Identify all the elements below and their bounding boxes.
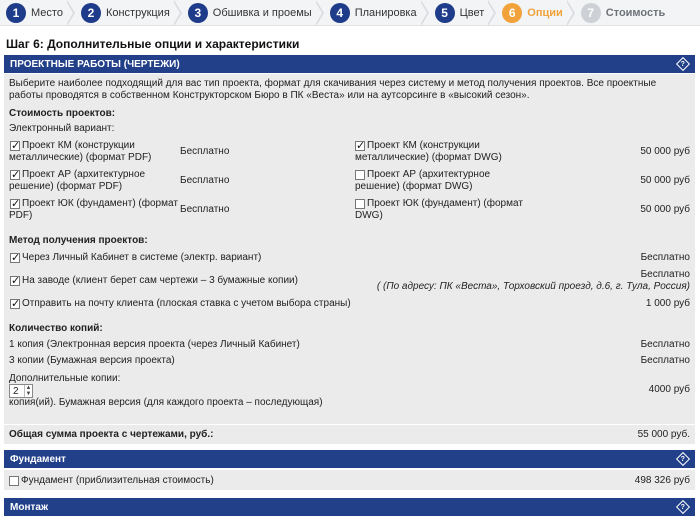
item-label-line1: Проект АР (архитектурное bbox=[367, 169, 491, 180]
item-label-line1: Проект АР (архитектурное bbox=[22, 169, 146, 180]
item-price: Бесплатно bbox=[180, 204, 230, 215]
electronic-label: Электронный вариант: bbox=[9, 123, 115, 134]
item-label-line2: DWG) bbox=[355, 210, 383, 221]
copies-title: Количество копий: bbox=[9, 323, 103, 334]
project-ar-pdf-checkbox[interactable] bbox=[10, 170, 20, 180]
page-title: Шаг 6: Дополнительные опции и характеристики bbox=[6, 37, 300, 51]
help-diamond-icon[interactable]: ? bbox=[676, 57, 690, 71]
step-label: Конструкция bbox=[105, 6, 170, 19]
total-value: 55 000 руб. bbox=[637, 429, 690, 440]
item-label-line1: Проект КМ (конструкции bbox=[367, 140, 480, 151]
extra-copies-label: Дополнительные копии: bbox=[9, 373, 121, 384]
method-address-note: ( (По адресу: ПК «Веста», Торховский проезд, д.6, г. Тула, Россия) bbox=[376, 281, 690, 292]
projects-panel-header[interactable] bbox=[4, 55, 695, 73]
panel-title: Фундамент bbox=[10, 453, 66, 465]
panel-title: Монтаж bbox=[10, 501, 49, 513]
method-label: На заводе (клиент берет сам чертежи – 3 бумажные копии) bbox=[22, 275, 298, 286]
item-label-line1: Проект ЮК (фундамент) (формат bbox=[367, 198, 523, 209]
wizard-steps bbox=[0, 0, 700, 26]
step-label: Планировка bbox=[354, 6, 417, 19]
step-arrow-icon bbox=[67, 0, 75, 26]
item-label-line1: Проект КМ (конструкции bbox=[22, 140, 135, 151]
extra-copies-stepper[interactable] bbox=[9, 384, 33, 398]
project-km-dwg-checkbox[interactable] bbox=[355, 141, 365, 151]
step-options[interactable] bbox=[502, 0, 581, 26]
project-ar-dwg-checkbox[interactable] bbox=[355, 170, 365, 180]
intro-text: Выберите наиболее подходящий для вас тип проекта, формат для скачивания через систему и метод получения проектов. Все проектные работы проводятся в собственном Конструкторском Бюро в ПК «Веста» или на аутсорсинге в «высокий сезон». bbox=[9, 78, 657, 101]
method-factory-checkbox[interactable] bbox=[10, 276, 20, 286]
step-arrow-icon bbox=[421, 0, 429, 26]
cost-title: Стоимость проектов: bbox=[9, 108, 116, 119]
step-label: Место bbox=[31, 6, 63, 19]
step-cost[interactable] bbox=[581, 0, 672, 26]
method-cabinet-checkbox[interactable] bbox=[10, 253, 20, 263]
item-price: Бесплатно bbox=[180, 175, 230, 186]
stepper-arrows-icon[interactable]: ▲ ▼ bbox=[25, 385, 32, 397]
extra-copies-desc: копия(ий). Бумажная версия (для каждого проекта – последующая) bbox=[9, 397, 323, 408]
step-number: 1 bbox=[6, 3, 26, 23]
step-number: 6 bbox=[502, 3, 522, 23]
method-label: Отправить на почту клиента (плоская ставка с учетом выбора страны) bbox=[22, 298, 351, 309]
step-number: 2 bbox=[81, 3, 101, 23]
item-label-line2: решение) (формат PDF) bbox=[9, 181, 123, 192]
method-price: 1 000 руб bbox=[645, 298, 690, 309]
stepper-value: 2 bbox=[13, 386, 19, 397]
method-mail-checkbox[interactable] bbox=[10, 299, 20, 309]
method-label: Через Личный Кабинет в системе (электр. вариант) bbox=[22, 252, 262, 263]
foundation-checkbox[interactable] bbox=[9, 476, 19, 486]
step-arrow-icon bbox=[174, 0, 182, 26]
item-price: 50 000 руб bbox=[640, 175, 690, 186]
step-label: Обшивка и проемы bbox=[212, 6, 312, 19]
step-number: 3 bbox=[188, 3, 208, 23]
step-color[interactable] bbox=[435, 0, 503, 26]
foundation-panel-header[interactable] bbox=[4, 450, 695, 468]
total-label: Общая сумма проекта с чертежами, руб.: bbox=[9, 429, 214, 440]
step-number: 4 bbox=[330, 3, 350, 23]
method-price: Бесплатно bbox=[640, 252, 690, 263]
item-label-line2: решение) (формат DWG) bbox=[355, 181, 473, 192]
item-label-line2: металлические) (формат DWG) bbox=[355, 152, 502, 163]
copies-label: 3 копии (Бумажная версия проекта) bbox=[9, 355, 175, 366]
method-price: Бесплатно bbox=[640, 269, 690, 280]
foundation-price: 498 326 руб bbox=[634, 475, 690, 486]
step-cladding[interactable] bbox=[188, 0, 330, 26]
foundation-label: Фундамент (приблизительная стоимость) bbox=[21, 475, 214, 486]
panel-title: ПРОЕКТНЫЕ РАБОТЫ (ЧЕРТЕЖИ) bbox=[10, 58, 180, 70]
step-construction[interactable] bbox=[81, 0, 188, 26]
method-title: Метод получения проектов: bbox=[9, 235, 148, 246]
item-label-line1: Проект ЮК (фундамент) (формат bbox=[22, 198, 178, 209]
item-label-line2: металлические) (формат PDF) bbox=[9, 152, 152, 163]
project-km-pdf-checkbox[interactable] bbox=[10, 141, 20, 151]
copies-price: Бесплатно bbox=[640, 339, 690, 350]
step-location[interactable] bbox=[6, 0, 81, 26]
project-yk-pdf-checkbox[interactable] bbox=[10, 199, 20, 209]
item-price: 50 000 руб bbox=[640, 146, 690, 157]
mounting-panel-header[interactable] bbox=[4, 498, 695, 516]
step-layout[interactable] bbox=[330, 0, 435, 26]
item-price: Бесплатно bbox=[180, 146, 230, 157]
step-label: Цвет bbox=[459, 6, 485, 19]
copies-price: Бесплатно bbox=[640, 355, 690, 366]
step-number: 5 bbox=[435, 3, 455, 23]
step-arrow-icon bbox=[316, 0, 324, 26]
step-number: 7 bbox=[581, 3, 601, 23]
project-yk-dwg-checkbox[interactable] bbox=[355, 199, 365, 209]
extra-copies-price: 4000 руб bbox=[648, 384, 690, 395]
step-arrow-icon bbox=[567, 0, 575, 26]
step-arrow-icon bbox=[488, 0, 496, 26]
step-label: Стоимость bbox=[605, 6, 666, 19]
item-price: 50 000 руб bbox=[640, 204, 690, 215]
copies-label: 1 копия (Электронная версия проекта (через Личный Кабинет) bbox=[9, 339, 300, 350]
step-label: Опции bbox=[527, 6, 563, 19]
item-label-line2: PDF) bbox=[9, 210, 33, 221]
help-diamond-icon[interactable]: ? bbox=[676, 500, 690, 514]
help-diamond-icon[interactable]: ? bbox=[676, 452, 690, 466]
